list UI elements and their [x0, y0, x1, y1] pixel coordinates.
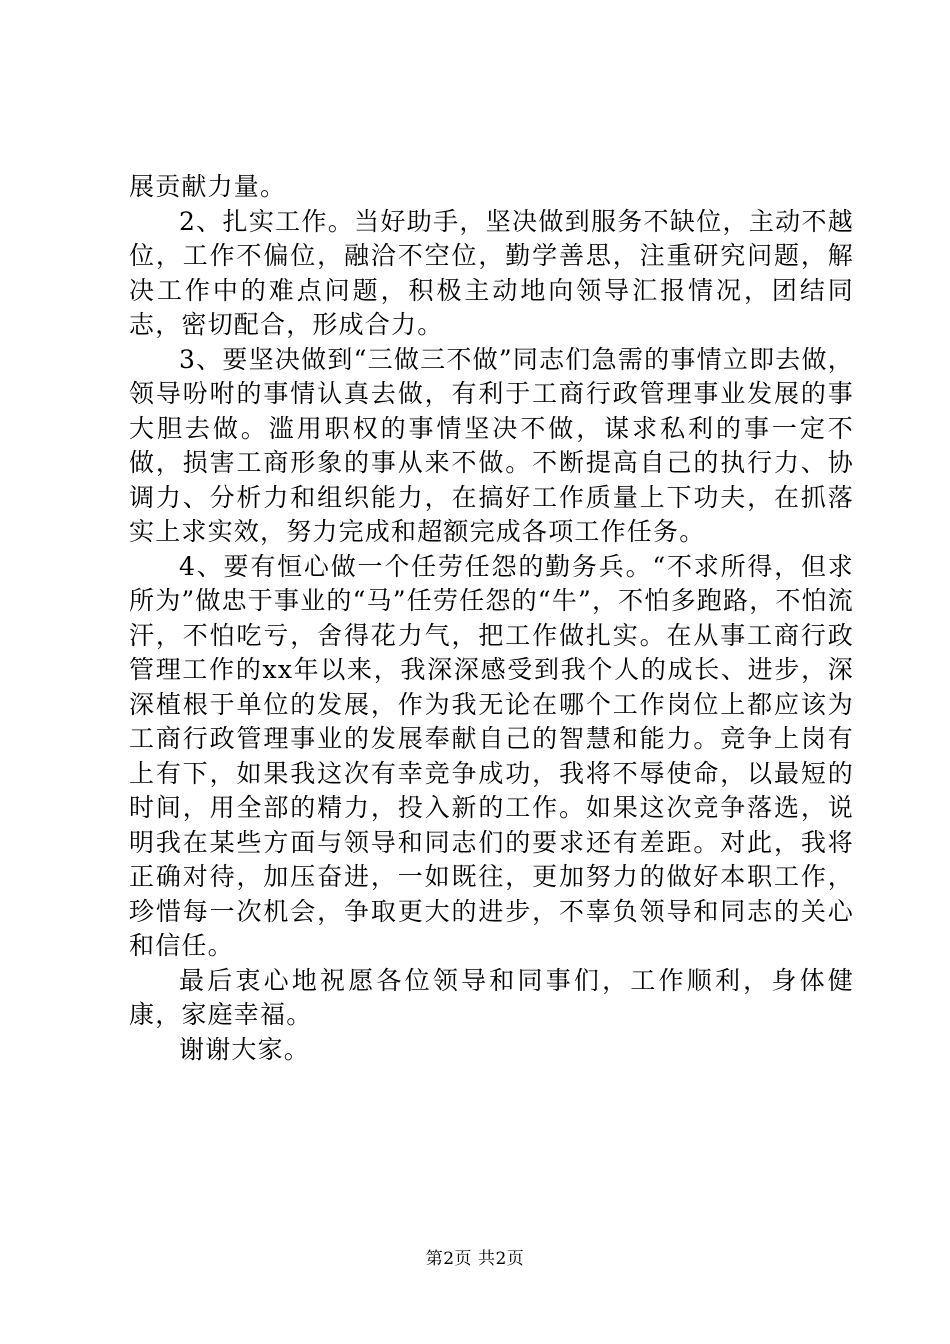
- page-footer: [0, 1244, 950, 1269]
- paragraph-item-2: 2、扎实工作。当好助手，坚决做到服务不缺位，主动不越位，工作不偏位，融洽不空位，勤学善思，注重研究问题，解决工作中的难点问题，积极主动地向领导汇报情况，团结同志，密切配合，形成合力。: [129, 206, 854, 339]
- paragraph-continuation: 展贡献力量。: [129, 172, 287, 201]
- paragraph-item-3: 3、要坚决做到“三做三不做”同志们急需的事情立即去做，领导吩咐的事情认真去做，有利于工商行政管理事业发展的事大胆去做。滥用职权的事情坚决不做，谋求私利的事一定不做，损害工商形象的事从来不做。不断提高自己的执行力、协调力、分析力和组织能力，在搞好工作质量上下功夫，在抓落实上求实效，努力完成和超额完成各项工作任务。: [129, 344, 854, 546]
- page-number-label: 第2页 共2页: [425, 1249, 525, 1269]
- paragraph-thanks: 谢谢大家。: [179, 1034, 311, 1064]
- document-body: [129, 170, 854, 1067]
- paragraph-closing-wishes: 最后衷心地祝愿各位领导和同事们，工作顺利，身体健康，家庭幸福。: [129, 965, 854, 1029]
- paragraph-item-4: 4、要有恒心做一个任劳任怨的勤务兵。“不求所得，但求所为”做忠于事业的“马”任劳任怨的“牛”，不怕多跑路，不怕流汗，不怕吃亏，舍得花力气，把工作做扎实。在从事工商行政管理工作的xx年以来，我深深感受到我个人的成长、进步，深深植根于单位的发展，作为我无论在哪个工作岗位上都应该为工商行政管理事业的发展奉献自己的智慧和能力。竞争上岗有上有下，如果我这次有幸竞争成功，我将不辱使命，以最短的时间，用全部的精力，投入新的工作。如果这次竞争落选，说明我在某些方面与领导和同志们的要求还有差距。对此，我将正确对待，加压奋进，一如既往，更加努力的做好本职工作，珍惜每一次机会，争取更大的进步，不辜负领导和同志的关心和信任。: [129, 551, 854, 960]
